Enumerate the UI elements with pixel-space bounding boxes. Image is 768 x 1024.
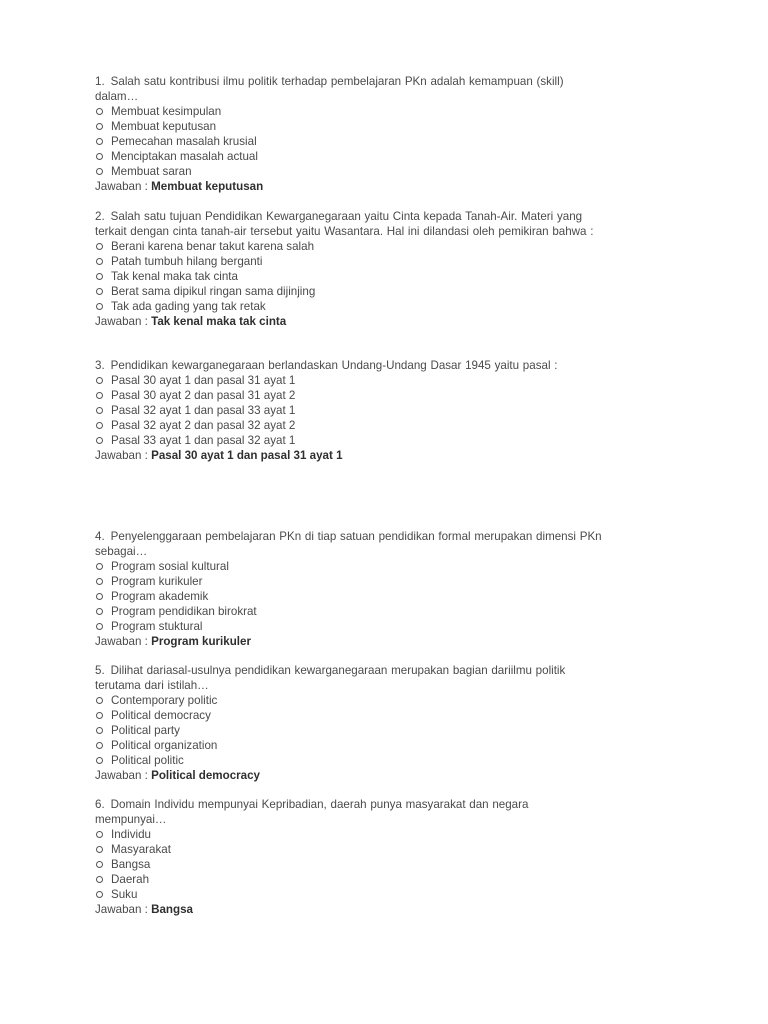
question-1 bbox=[95, 74, 595, 194]
question-number: 3. bbox=[95, 359, 105, 372]
circle-bullet-icon bbox=[96, 288, 103, 295]
option-text: Political party bbox=[111, 724, 180, 737]
circle-bullet-icon bbox=[96, 757, 103, 764]
circle-bullet-icon bbox=[96, 407, 103, 414]
list-item bbox=[95, 239, 610, 254]
option-text: Political organization bbox=[111, 739, 218, 752]
question-text bbox=[95, 529, 615, 559]
circle-bullet-icon bbox=[96, 138, 103, 145]
circle-bullet-icon bbox=[96, 563, 103, 570]
list-item bbox=[95, 134, 595, 149]
option-text: Program pendidikan birokrat bbox=[111, 605, 257, 618]
list-item bbox=[95, 433, 615, 448]
list-item bbox=[95, 708, 605, 723]
list-item bbox=[95, 373, 615, 388]
list-item bbox=[95, 299, 610, 314]
question-5 bbox=[95, 663, 605, 783]
question-body: Penyelenggaraan pembelajaran PKn di tiap satuan pendidikan formal merupakan dimensi PKn sebagai… bbox=[95, 530, 602, 558]
answer-label: Jawaban : bbox=[95, 635, 148, 648]
circle-bullet-icon bbox=[96, 727, 103, 734]
answer-value: Membuat keputusan bbox=[151, 180, 264, 193]
answer-label: Jawaban : bbox=[95, 449, 148, 462]
option-text: Tak ada gading yang tak retak bbox=[111, 300, 266, 313]
circle-bullet-icon bbox=[96, 377, 103, 384]
list-item bbox=[95, 119, 595, 134]
question-text bbox=[95, 358, 615, 373]
answer-line bbox=[95, 448, 615, 463]
answer-value: Bangsa bbox=[151, 903, 193, 916]
answer-value: Program kurikuler bbox=[151, 635, 251, 648]
option-text: Membuat saran bbox=[111, 165, 192, 178]
question-body: Dilihat dariasal-usulnya pendidikan kewarganegaraan merupakan bagian dariilmu politik terutama dari istilah… bbox=[95, 664, 566, 692]
list-item bbox=[95, 723, 605, 738]
circle-bullet-icon bbox=[96, 712, 103, 719]
option-list bbox=[95, 373, 615, 448]
question-body: Salah satu tujuan Pendidikan Kewarganegaraan yaitu Cinta kepada Tanah-Air. Materi yang terkait dengan cinta tanah-air tersebut yaitu Wasantara. Hal ini dilandasi oleh pemikiran bahwa : bbox=[95, 210, 594, 238]
question-number: 1. bbox=[95, 75, 105, 88]
option-text: Political democracy bbox=[111, 709, 211, 722]
option-text: Program sosial kultural bbox=[111, 560, 229, 573]
list-item bbox=[95, 842, 565, 857]
answer-label: Jawaban : bbox=[95, 769, 148, 782]
circle-bullet-icon bbox=[96, 123, 103, 130]
question-number: 5. bbox=[95, 664, 105, 677]
answer-value: Pasal 30 ayat 1 dan pasal 31 ayat 1 bbox=[151, 449, 343, 462]
circle-bullet-icon bbox=[96, 258, 103, 265]
question-3 bbox=[95, 358, 615, 463]
circle-bullet-icon bbox=[96, 437, 103, 444]
option-text: Membuat keputusan bbox=[111, 120, 217, 133]
option-text: Individu bbox=[111, 828, 151, 841]
list-item bbox=[95, 857, 565, 872]
list-item bbox=[95, 284, 610, 299]
list-item bbox=[95, 574, 615, 589]
list-item bbox=[95, 104, 595, 119]
option-list bbox=[95, 693, 605, 768]
option-list bbox=[95, 827, 565, 902]
question-body: Pendidikan kewarganegaraan berlandaskan Undang-Undang Dasar 1945 yaitu pasal : bbox=[110, 359, 558, 372]
circle-bullet-icon bbox=[96, 392, 103, 399]
option-text: Masyarakat bbox=[111, 843, 171, 856]
question-text bbox=[95, 663, 605, 693]
option-text: Pemecahan masalah krusial bbox=[111, 135, 257, 148]
circle-bullet-icon bbox=[96, 831, 103, 838]
circle-bullet-icon bbox=[96, 153, 103, 160]
option-text: Berat sama dipikul ringan sama dijinjing bbox=[111, 285, 316, 298]
circle-bullet-icon bbox=[96, 108, 103, 115]
list-item bbox=[95, 693, 605, 708]
option-text: Tak kenal maka tak cinta bbox=[111, 270, 238, 283]
circle-bullet-icon bbox=[96, 608, 103, 615]
question-text bbox=[95, 209, 610, 239]
question-4 bbox=[95, 529, 615, 649]
list-item bbox=[95, 388, 615, 403]
question-6 bbox=[95, 797, 565, 917]
list-item bbox=[95, 887, 565, 902]
list-item bbox=[95, 738, 605, 753]
list-item bbox=[95, 269, 610, 284]
answer-line bbox=[95, 902, 565, 917]
option-text: Berani karena benar takut karena salah bbox=[111, 240, 315, 253]
option-list bbox=[95, 104, 595, 179]
answer-label: Jawaban : bbox=[95, 903, 148, 916]
option-text: Program akademik bbox=[111, 590, 209, 603]
option-text: Pasal 32 ayat 1 dan pasal 33 ayat 1 bbox=[111, 404, 296, 417]
option-text: Menciptakan masalah actual bbox=[111, 150, 258, 163]
option-text: Pasal 30 ayat 2 dan pasal 31 ayat 2 bbox=[111, 389, 296, 402]
question-number: 6. bbox=[95, 798, 105, 811]
list-item bbox=[95, 164, 595, 179]
circle-bullet-icon bbox=[96, 623, 103, 630]
answer-line bbox=[95, 634, 615, 649]
question-body: Salah satu kontribusi ilmu politik terhadap pembelajaran PKn adalah kemampuan (skill) dalam… bbox=[95, 75, 564, 103]
circle-bullet-icon bbox=[96, 891, 103, 898]
option-text: Patah tumbuh hilang berganti bbox=[111, 255, 263, 268]
option-text: Program stuktural bbox=[111, 620, 203, 633]
option-list bbox=[95, 559, 615, 634]
circle-bullet-icon bbox=[96, 168, 103, 175]
circle-bullet-icon bbox=[96, 593, 103, 600]
circle-bullet-icon bbox=[96, 422, 103, 429]
answer-line bbox=[95, 179, 595, 194]
question-text bbox=[95, 797, 565, 827]
list-item bbox=[95, 589, 615, 604]
list-item bbox=[95, 418, 615, 433]
circle-bullet-icon bbox=[96, 861, 103, 868]
list-item bbox=[95, 604, 615, 619]
option-text: Program kurikuler bbox=[111, 575, 203, 588]
question-body: Domain Individu mempunyai Kepribadian, daerah punya masyarakat dan negara mempunyai… bbox=[95, 798, 529, 826]
answer-label: Jawaban : bbox=[95, 180, 148, 193]
circle-bullet-icon bbox=[96, 243, 103, 250]
option-text: Pasal 33 ayat 1 dan pasal 32 ayat 1 bbox=[111, 434, 296, 447]
circle-bullet-icon bbox=[96, 876, 103, 883]
circle-bullet-icon bbox=[96, 697, 103, 704]
option-text: Daerah bbox=[111, 873, 150, 886]
option-text: Bangsa bbox=[111, 858, 151, 871]
circle-bullet-icon bbox=[96, 578, 103, 585]
list-item bbox=[95, 149, 595, 164]
option-text: Suku bbox=[111, 888, 138, 901]
list-item bbox=[95, 753, 605, 768]
answer-line bbox=[95, 768, 605, 783]
answer-value: Tak kenal maka tak cinta bbox=[151, 315, 287, 328]
list-item bbox=[95, 403, 615, 418]
option-text: Contemporary politic bbox=[111, 694, 218, 707]
question-text bbox=[95, 74, 595, 104]
circle-bullet-icon bbox=[96, 303, 103, 310]
circle-bullet-icon bbox=[96, 846, 103, 853]
option-list bbox=[95, 239, 610, 314]
answer-value: Political democracy bbox=[151, 769, 260, 782]
list-item bbox=[95, 872, 565, 887]
question-number: 4. bbox=[95, 530, 105, 543]
option-text: Membuat kesimpulan bbox=[111, 105, 222, 118]
list-item bbox=[95, 827, 565, 842]
option-text: Pasal 30 ayat 1 dan pasal 31 ayat 1 bbox=[111, 374, 296, 387]
answer-label: Jawaban : bbox=[95, 315, 148, 328]
option-text: Pasal 32 ayat 2 dan pasal 32 ayat 2 bbox=[111, 419, 296, 432]
list-item bbox=[95, 254, 610, 269]
answer-line bbox=[95, 314, 610, 329]
option-text: Political politic bbox=[111, 754, 184, 767]
circle-bullet-icon bbox=[96, 742, 103, 749]
question-number: 2. bbox=[95, 210, 105, 223]
question-2 bbox=[95, 209, 610, 329]
list-item bbox=[95, 619, 615, 634]
list-item bbox=[95, 559, 615, 574]
circle-bullet-icon bbox=[96, 273, 103, 280]
